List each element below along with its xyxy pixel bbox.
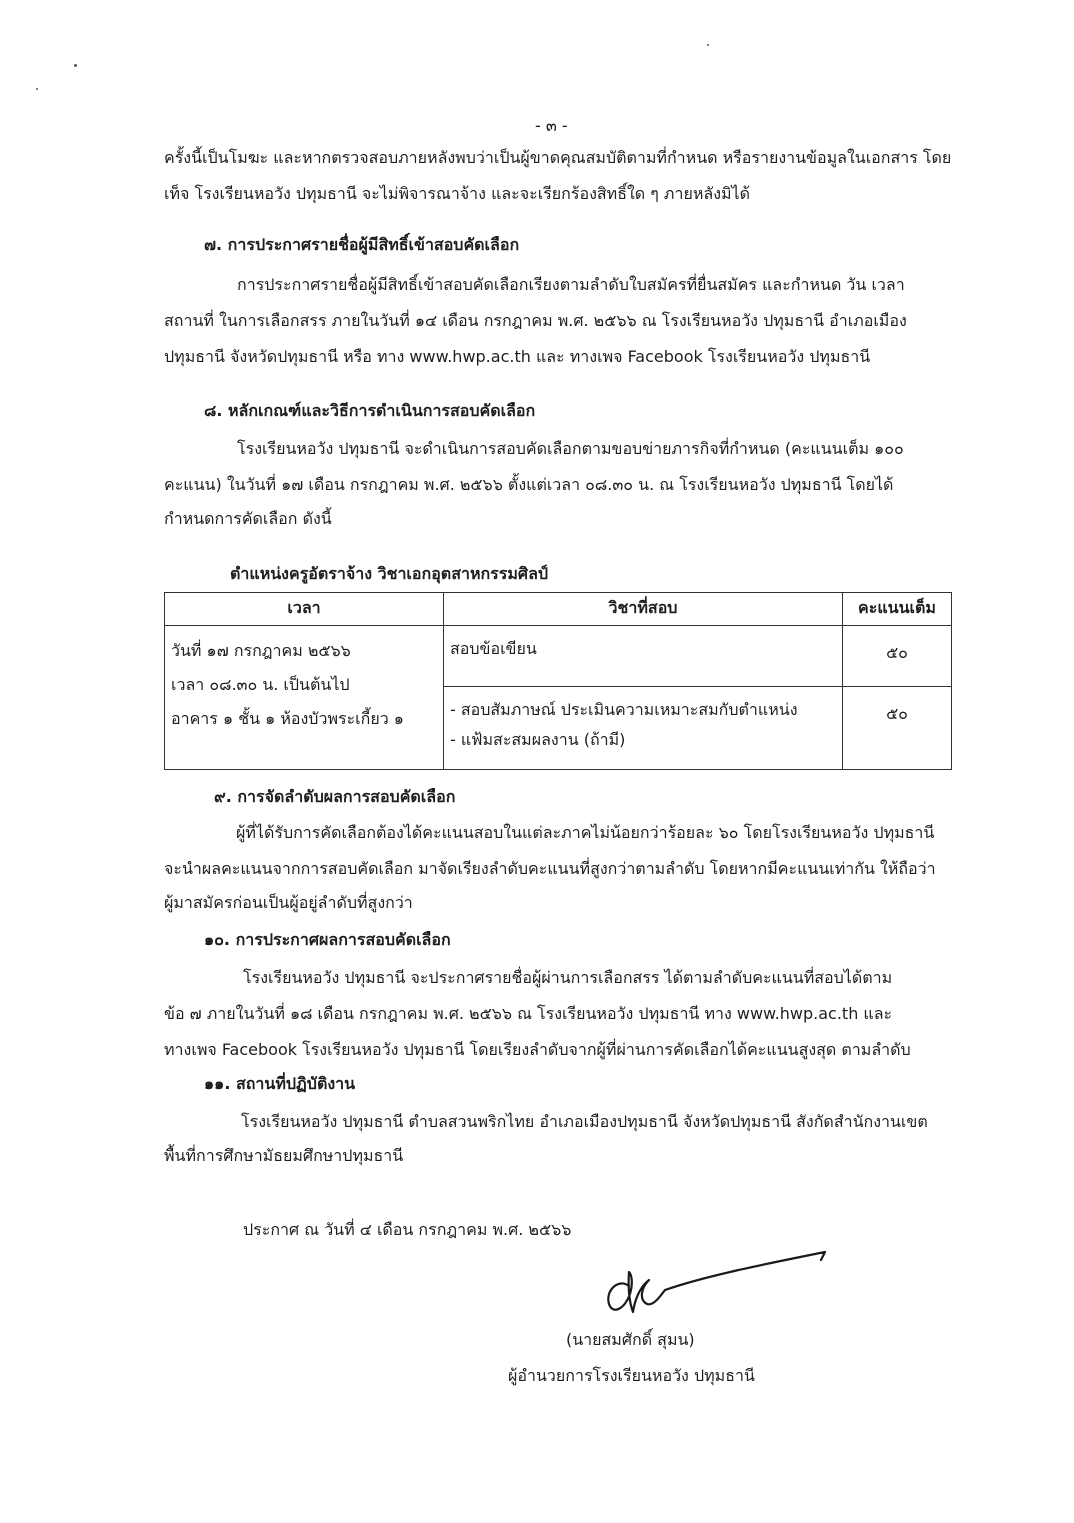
exam-schedule-table bbox=[164, 592, 952, 770]
subject-interview bbox=[444, 687, 843, 770]
exam-date: วันที่ ๑๗ กรกฎาคม ๒๕๖๖ bbox=[171, 641, 351, 660]
handwritten-signature-icon bbox=[595, 1246, 835, 1326]
table-header-row bbox=[165, 593, 952, 626]
exam-time: เวลา ๐๘.๓๐ น. เป็นต้นไป bbox=[171, 675, 350, 694]
table-row bbox=[165, 626, 952, 687]
signer-name: (นายสมศักดิ์ สุมน) bbox=[566, 1330, 695, 1349]
intro-line-2: เท็จ โรงเรียนหอวัง ปทุมธานี จะไม่พิจารณาจ้าง และจะเรียกร้องสิทธิ์ใด ๆ ภายหลังมิได้ bbox=[164, 184, 750, 203]
section9-heading: ๙. การจัดลำดับผลการสอบคัดเลือก bbox=[214, 787, 456, 806]
scan-speck bbox=[74, 64, 77, 67]
subject-written: สอบข้อเขียน bbox=[444, 626, 843, 687]
intro-line-1: ครั้งนี้เป็นโมฆะ และหากตรวจสอบภายหลังพบว่าเป็นผู้ขาดคุณสมบัติตามที่กำหนด หรือรายงานข้อมูลในเอกสาร โดย bbox=[164, 148, 952, 167]
scan-speck bbox=[707, 44, 709, 46]
section10-line-3: ทางเพจ Facebook โรงเรียนหอวัง ปทุมธานี โดยเรียงลำดับจากผู้ที่ผ่านการคัดเลือกได้คะแนนสูงสุด ตามลำดับ bbox=[164, 1040, 911, 1059]
exam-venue: อาคาร ๑ ชั้น ๑ ห้องบัวพระเกี้ยว ๑ bbox=[171, 709, 404, 728]
section7-line-2: สถานที่ ในการเลือกสรร ภายในวันที่ ๑๔ เดือน กรกฎาคม พ.ศ. ๒๕๖๖ ณ โรงเรียนหอวัง ปทุมธานี อำเภอเมือง bbox=[164, 311, 907, 330]
header-subject: วิชาที่สอบ bbox=[444, 593, 843, 626]
scan-speck bbox=[36, 88, 38, 90]
section8-heading: ๘. หลักเกณฑ์และวิธีการดำเนินการสอบคัดเลือก bbox=[204, 401, 536, 420]
page-number: - ๓ - bbox=[535, 116, 568, 135]
section10-line-2: ข้อ ๗ ภายในวันที่ ๑๘ เดือน กรกฎาคม พ.ศ. ๒๕๖๖ ณ โรงเรียนหอวัง ปทุมธานี ทาง www.hwp.ac.th และ bbox=[164, 1004, 893, 1023]
section10-line-1: โรงเรียนหอวัง ปทุมธานี จะประกาศรายชื่อผู้ผ่านการเลือกสรร ได้ตามลำดับคะแนนที่สอบได้ตาม bbox=[243, 968, 893, 987]
signature-image bbox=[595, 1246, 835, 1326]
section10-heading: ๑๐. การประกาศผลการสอบคัดเลือก bbox=[204, 930, 451, 949]
exam-time-cell bbox=[165, 626, 444, 770]
section7-heading: ๗. การประกาศรายชื่อผู้มีสิทธิ์เข้าสอบคัดเลือก bbox=[204, 235, 520, 254]
section7-line-3: ปทุมธานี จังหวัดปทุมธานี หรือ ทาง www.hwp.ac.th และ ทางเพจ Facebook โรงเรียนหอวัง ปทุมธานี bbox=[164, 347, 871, 366]
section8-line-3: กำหนดการคัดเลือก ดังนี้ bbox=[164, 509, 332, 528]
section9-line-3: ผู้มาสมัครก่อนเป็นผู้อยู่ลำดับที่สูงกว่า bbox=[164, 893, 413, 912]
section8-line-2: คะแนน) ในวันที่ ๑๗ เดือน กรกฎาคม พ.ศ. ๒๕๖๖ ตั้งแต่เวลา ๐๘.๓๐ น. ณ โรงเรียนหอวัง ปทุมธานี โดยได้ bbox=[164, 475, 894, 494]
section9-line-2: จะนำผลคะแนนจากการสอบคัดเลือก มาจัดเรียงลำดับคะแนนที่สูงกว่าตามลำดับ โดยหากมีคะแนนเท่ากัน ให้ถือว่า bbox=[164, 859, 936, 878]
section11-line-2: พื้นที่การศึกษามัธยมศึกษาปทุมธานี bbox=[164, 1146, 404, 1165]
section11-heading: ๑๑. สถานที่ปฏิบัติงาน bbox=[204, 1074, 356, 1093]
score-interview: ๕๐ bbox=[843, 687, 952, 770]
section11-line-1: โรงเรียนหอวัง ปทุมธานี ตำบลสวนพริกไทย อำเภอเมืองปทุมธานี จังหวัดปทุมธานี สังกัดสำนักงานเขต bbox=[241, 1112, 928, 1131]
section7-line-1: การประกาศรายชื่อผู้มีสิทธิ์เข้าสอบคัดเลือกเรียงตามลำดับใบสมัครที่ยื่นสมัคร และกำหนด วัน เวลา bbox=[237, 275, 905, 294]
section8-line-1: โรงเรียนหอวัง ปทุมธานี จะดำเนินการสอบคัดเลือกตามขอบข่ายภารกิจที่กำหนด (คะแนนเต็ม ๑๐๐ bbox=[237, 439, 904, 458]
subject-interview-line: - สอบสัมภาษณ์ ประเมินความเหมาะสมกับตำแหน่ง bbox=[450, 700, 798, 719]
header-score: คะแนนเต็ม bbox=[843, 593, 952, 626]
subject-portfolio-line: - แฟ้มสะสมผลงาน (ถ้ามี) bbox=[450, 730, 626, 749]
announce-date: ประกาศ ณ วันที่ ๔ เดือน กรกฎาคม พ.ศ. ๒๕๖๖ bbox=[243, 1220, 572, 1239]
header-time: เวลา bbox=[165, 593, 444, 626]
score-written: ๕๐ bbox=[843, 626, 952, 687]
section9-line-1: ผู้ที่ได้รับการคัดเลือกต้องได้คะแนนสอบในแต่ละภาคไม่น้อยกว่าร้อยละ ๖๐ โดยโรงเรียนหอวัง ปทุมธานี bbox=[236, 823, 935, 842]
signer-title: ผู้อำนวยการโรงเรียนหอวัง ปทุมธานี bbox=[508, 1366, 755, 1385]
table-caption: ตำแหน่งครูอัตราจ้าง วิชาเอกอุตสาหกรรมศิลป์ bbox=[230, 564, 549, 583]
